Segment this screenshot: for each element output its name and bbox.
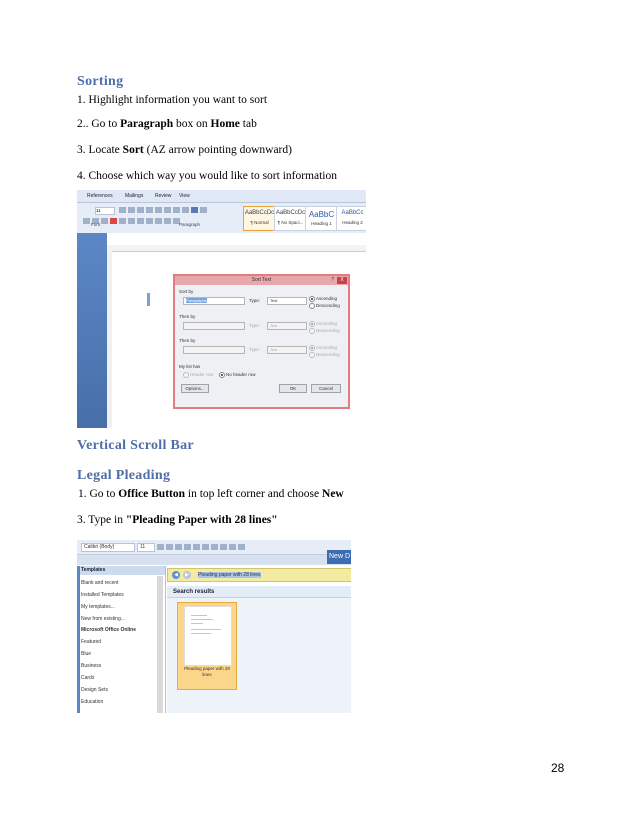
home-term: Home — [210, 118, 240, 130]
style-heading-2[interactable] — [336, 206, 366, 231]
justify-icon[interactable] — [146, 218, 153, 224]
ascending-label: Ascending — [316, 321, 338, 326]
window-left-frame — [77, 566, 80, 713]
descending-label: Descending — [316, 352, 340, 357]
descending-radio[interactable] — [309, 303, 315, 309]
type-label: Type: — [249, 323, 261, 328]
step-text: 1. Highlight information you want to sort — [77, 94, 268, 106]
sidebar-item-business[interactable]: Business — [81, 663, 102, 669]
ascending-label: Ascending — [316, 296, 338, 301]
sidebar-item-cards[interactable]: Cards — [81, 675, 95, 681]
sorting-heading: Sorting — [77, 74, 124, 89]
grow-font-icon[interactable] — [119, 207, 126, 213]
horizontal-ruler — [107, 245, 366, 252]
sidebar-header: Templates — [77, 566, 165, 575]
vertical-scroll-bar-heading: Vertical Scroll Bar — [77, 438, 194, 453]
ascending-radio[interactable] — [309, 321, 315, 327]
ascending-radio[interactable] — [309, 296, 315, 302]
tab-view[interactable]: View — [179, 193, 190, 199]
sidebar-item-education[interactable]: Education — [81, 699, 104, 705]
descending-radio[interactable] — [309, 328, 315, 334]
sidebar-item-installed-templates[interactable]: Installed Templates — [81, 592, 124, 598]
bullets-icon[interactable] — [146, 207, 153, 213]
my-list-has-label: My list has — [179, 364, 201, 369]
sort-dialog-screenshot — [77, 190, 366, 428]
step-text: 4. Choose which way you would like to sort information — [77, 170, 337, 182]
ribbon-row-2 — [77, 555, 351, 565]
then-type-select[interactable]: Text — [267, 322, 307, 330]
step-text: 3. Type in — [77, 514, 126, 526]
tab-references[interactable]: References — [87, 193, 113, 199]
multilevel-icon[interactable] — [164, 207, 171, 213]
sidebar-item-design-sets[interactable]: Design Sets — [81, 687, 108, 693]
font-name-box[interactable]: Calibri (Body) — [81, 543, 135, 552]
ribbon — [77, 540, 351, 555]
forward-arrow-icon[interactable]: ▶ — [183, 571, 191, 579]
highlight-icon[interactable] — [101, 218, 108, 224]
increase-indent-icon[interactable] — [220, 544, 227, 550]
decrease-indent-icon[interactable] — [173, 207, 180, 213]
sort-by-value: Paragraphs — [186, 298, 207, 303]
sorting-step-1 — [77, 94, 267, 106]
template-thumbnail — [184, 606, 232, 666]
align-left-icon[interactable] — [119, 218, 126, 224]
window-left-frame — [77, 233, 107, 428]
then-type-select[interactable]: Text — [267, 346, 307, 354]
style-name: Heading 2 — [342, 220, 363, 225]
shrink-font-icon[interactable] — [166, 544, 173, 550]
sort-term: Sort — [122, 144, 144, 156]
ribbon-tabs — [77, 190, 366, 203]
then-by-label: Then by — [179, 314, 196, 319]
decrease-indent-icon[interactable] — [211, 544, 218, 550]
header-row-label: Header row — [190, 372, 214, 377]
numbering-icon[interactable] — [155, 207, 162, 213]
legal-pleading-heading: Legal Pleading — [77, 468, 171, 483]
new-document-screenshot — [77, 540, 351, 713]
pilcrow-icon[interactable] — [200, 207, 207, 213]
line-spacing-icon[interactable] — [155, 218, 162, 224]
font-size-box[interactable]: 11 — [137, 543, 155, 552]
shading-icon[interactable] — [164, 218, 171, 224]
legal-step-3 — [77, 514, 278, 526]
clear-format-icon[interactable] — [175, 544, 182, 550]
close-icon[interactable]: X — [337, 277, 347, 284]
sorting-step-2 — [77, 118, 257, 130]
step-text: tab — [239, 118, 257, 130]
sort-by-label: Sort by — [179, 289, 194, 294]
style-normal[interactable] — [243, 206, 276, 231]
style-no-spacing[interactable] — [274, 206, 307, 231]
then-by-select[interactable] — [183, 322, 245, 330]
align-center-icon[interactable] — [128, 218, 135, 224]
page-number: 28 — [551, 761, 565, 775]
ribbon — [77, 203, 366, 233]
search-phrase: "Pleading Paper with 28 lines" — [125, 514, 278, 526]
sidebar-item-blue[interactable]: Blue — [81, 651, 92, 657]
style-heading-1[interactable] — [305, 206, 338, 231]
then-by-select[interactable] — [183, 346, 245, 354]
template-result-card[interactable] — [177, 602, 237, 690]
no-header-row-label: No header row — [226, 372, 256, 377]
sort-by-select[interactable] — [183, 297, 245, 305]
type-label: Type: — [249, 347, 261, 352]
font-size-box[interactable]: 11 — [95, 207, 115, 215]
step-text: 3. Locate — [77, 144, 123, 156]
step-text: (AZ arrow pointing downward) — [143, 144, 292, 156]
cancel-button[interactable]: Cancel — [311, 384, 341, 393]
paragraph-term: Paragraph — [120, 118, 174, 130]
ascending-radio[interactable] — [309, 345, 315, 351]
then-by-label: Then by — [179, 338, 196, 343]
sort-icon[interactable] — [191, 207, 198, 213]
search-query: Pleading paper with 28 lines — [198, 572, 261, 578]
sidebar-item-new-from-existing[interactable]: New from existing... — [81, 616, 125, 622]
sidebar-item-featured[interactable]: Featured — [81, 639, 102, 645]
grow-font-icon[interactable] — [157, 544, 164, 550]
increase-indent-icon[interactable] — [182, 207, 189, 213]
pilcrow-icon[interactable] — [238, 544, 245, 550]
align-right-icon[interactable] — [137, 218, 144, 224]
sort-text-dialog — [173, 274, 350, 409]
step-text: 2.. Go to — [77, 118, 121, 130]
descending-label: Descending — [316, 303, 340, 308]
sorting-step-4 — [77, 170, 337, 182]
no-header-row-radio[interactable] — [219, 372, 225, 378]
sorting-step-3 — [77, 144, 292, 156]
ascending-label: Ascending — [316, 345, 338, 350]
sort-icon[interactable] — [229, 544, 236, 550]
templates-sidebar — [77, 566, 166, 713]
step-text: in top left corner and choose — [185, 488, 323, 500]
sidebar-item-microsoft-office-online[interactable]: Microsoft Office Online — [81, 627, 137, 633]
type-select[interactable]: Text — [267, 297, 307, 305]
type-label: Type: — [249, 298, 261, 303]
style-name: ¶ No Spaci... — [277, 220, 304, 225]
descending-radio[interactable] — [309, 352, 315, 358]
ribbon-row-1 — [83, 207, 209, 215]
search-input[interactable] — [198, 571, 261, 579]
sidebar-item-blank-and-recent[interactable]: Blank and recent — [81, 580, 119, 586]
new-term: New — [322, 488, 344, 500]
step-text: 1. Go to — [78, 488, 119, 500]
style-name: ¶ Normal — [250, 220, 269, 225]
font-color-icon[interactable] — [110, 218, 117, 224]
sidebar-item-my-templates[interactable]: My templates... — [81, 604, 115, 610]
style-sample: AaBbCcDc — [275, 210, 306, 216]
dialog-title: Sort Text — [175, 276, 348, 285]
sidebar-scrollbar[interactable] — [157, 576, 163, 713]
style-sample: AaBbC — [308, 210, 335, 219]
shrink-font-icon[interactable] — [128, 207, 135, 213]
help-icon[interactable]: ? — [331, 277, 334, 283]
legal-step-1 — [78, 488, 344, 500]
search-bar — [167, 568, 351, 582]
template-label: Pleading paper with 28 lines — [184, 666, 230, 677]
bullets-icon[interactable] — [184, 544, 191, 550]
numbering-icon[interactable] — [193, 544, 200, 550]
search-results-header: Search results — [167, 586, 351, 598]
clear-format-icon[interactable] — [137, 207, 144, 213]
group-font-label: Font — [91, 222, 101, 227]
ok-button[interactable]: OK — [279, 384, 307, 393]
tab-review[interactable]: Review — [155, 193, 172, 199]
style-sample: AaBbCcDc — [244, 210, 275, 216]
style-sample: AaBbCc — [341, 210, 364, 216]
step-text: box on — [173, 118, 211, 130]
group-paragraph-label: Paragraph — [179, 222, 201, 227]
bold-icon[interactable] — [83, 218, 90, 224]
vertical-ruler — [107, 251, 112, 428]
office-button-term: Office Button — [118, 488, 186, 500]
dialog-title: New D — [327, 550, 351, 564]
options-button[interactable]: Options... — [181, 384, 209, 393]
back-arrow-icon[interactable]: ◀ — [172, 571, 180, 579]
style-name: Heading 1 — [311, 221, 332, 226]
header-row-radio[interactable] — [183, 372, 189, 378]
tab-mailings[interactable]: Mailings — [125, 193, 144, 199]
text-cursor — [147, 293, 150, 306]
descending-label: Descending — [316, 328, 340, 333]
multilevel-icon[interactable] — [202, 544, 209, 550]
